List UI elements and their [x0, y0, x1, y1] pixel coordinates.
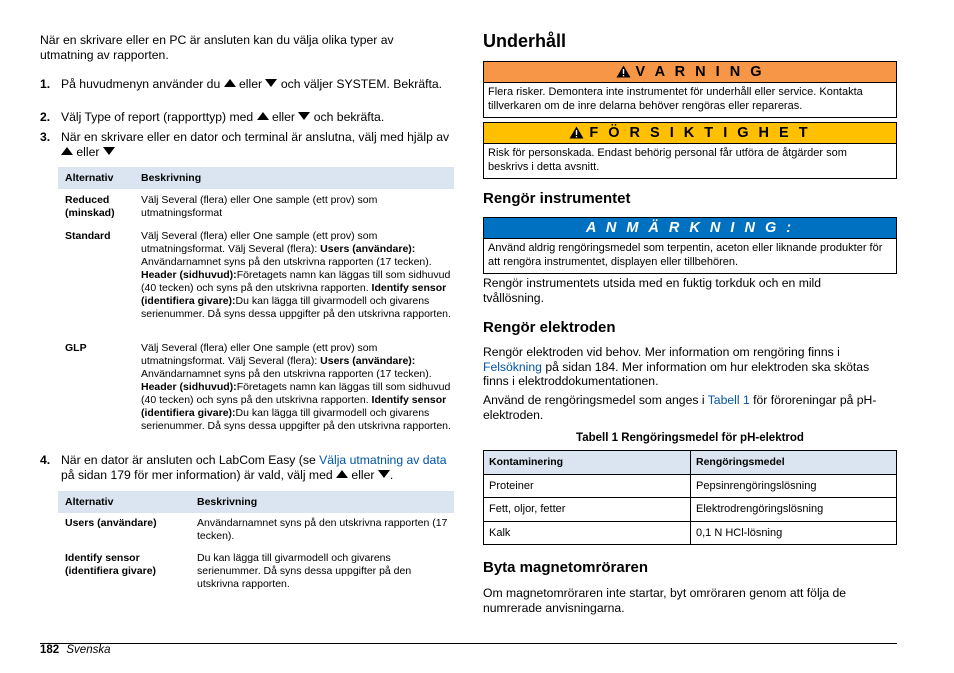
step-text: och väljer SYSTEM. Bekräfta. — [280, 77, 443, 91]
table-cell: Elektrodrengöringslösning — [691, 498, 897, 522]
down-arrow-icon — [103, 147, 115, 155]
page-number: 182 — [40, 644, 60, 656]
table-row — [484, 521, 897, 545]
troubleshooting-link[interactable]: Felsökning — [483, 359, 542, 374]
description-cell: Välj Several (flera) eller One sample (ett prov) som utmatningsformat — [141, 194, 378, 219]
step-number: 4. — [40, 453, 51, 467]
caution-box — [483, 122, 897, 179]
table-cell: Pepsinrengöringslösning — [691, 474, 897, 498]
table-cell: Proteiner — [484, 474, 691, 498]
section-title: Underhåll — [483, 31, 567, 51]
column-header: Rengöringsmedel — [691, 451, 897, 475]
column-header: Kontaminering — [484, 451, 691, 475]
paragraph: Rengör instrumentets utsida med en fuktig torkduk och en mild tvållösning. — [483, 276, 822, 305]
warning-triangle-icon — [616, 65, 631, 78]
output-selection-link[interactable]: Välja utmatning av data — [319, 453, 447, 467]
subsection-title: Rengör elektroden — [483, 319, 616, 336]
report-options-table — [58, 167, 454, 447]
table-header — [58, 167, 454, 189]
step-2 — [40, 110, 460, 125]
labcom-options-table — [58, 491, 454, 601]
warning-text: Flera risker. Demontera inte instrumentet för underhåll eller service. Kontakta tillverkaren om de inre delarna behöver rengöras eller repareras. — [488, 86, 863, 112]
table-cell: 0,1 N HCl-lösning — [691, 521, 897, 545]
up-arrow-icon — [257, 112, 269, 120]
step-number: 2. — [40, 110, 51, 124]
footer-language: Svenska — [66, 644, 111, 656]
description-cell: Användarnamnet syns på den utskrivna rapporten (17 tecken). — [197, 517, 448, 542]
paragraph: Använd de rengöringsmedel som anges i Tabell 1 för föroreningar på pH-elektroden. — [483, 393, 877, 422]
cleaning-agents-table — [483, 450, 897, 545]
subsection-title: Byta magnetomröraren — [483, 559, 649, 576]
footer-divider — [40, 643, 897, 644]
step-text: eller — [76, 144, 100, 159]
notice-header: A N M Ä R K N I N G : — [484, 218, 896, 239]
option-cell: GLP — [65, 342, 87, 354]
column-header: Alternativ — [65, 496, 114, 508]
step-number: 1. — [40, 77, 51, 91]
warning-box — [483, 61, 897, 118]
description-cell: Välj Several (flera) eller One sample (ett prov) som utmatningsformat. Välj Several (flera): Users (användare): Användarnamnet syns på den utskrivna rapporten (17 tecken). Header (sidhuvud):Företagets namn kan läggas till som sidhuvud (40 tecken) och syns på den utskrivna rapporten. Identify sensor (identifiera givare):Du kan lägga till givarmodell och givarens serienummer. Då syns dessa uppgifter på den utskrivna rapporten. — [141, 230, 451, 320]
up-arrow-icon — [336, 470, 348, 478]
step-text: eller — [271, 110, 295, 124]
up-arrow-icon — [61, 147, 73, 155]
step-1 — [40, 77, 460, 92]
footer — [40, 643, 111, 658]
table-header-row — [484, 451, 897, 475]
table-1-link[interactable]: Tabell 1 — [707, 393, 750, 407]
paragraph: Rengör elektroden vid behov. Mer information om rengöring finns i Felsökning på sidan 184. Mer information om hur elektroden ska skötas finns i elektroddokumentationen. — [483, 345, 870, 388]
option-cell: Identify sensor (identifiera givare) — [65, 552, 157, 577]
warning-triangle-icon — [569, 126, 584, 139]
column-header: Alternativ — [65, 172, 114, 184]
notice-box — [483, 217, 897, 274]
option-cell: Standard — [65, 230, 111, 242]
caution-header — [484, 123, 896, 144]
down-arrow-icon — [378, 470, 390, 478]
step-text: När en skrivare eller en dator och terminal är anslutna, välj med hjälp av — [61, 130, 450, 144]
down-arrow-icon — [265, 79, 277, 87]
paragraph: Om magnetomröraren inte startar, byt omröraren genom att följa de numrerade anvisningarna. — [483, 586, 847, 615]
step-4 — [40, 453, 460, 482]
step-text: på sidan 179 för mer information) är vald, välj med — [61, 467, 333, 482]
description-cell: Välj Several (flera) eller One sample (ett prov) som utmatningsformat. Välj Several (flera): Users (användare): Användarnamnet syns på den utskrivna rapporten (17 tecken). Header (sidhuvud):Företagets namn kan läggas till som sidhuvud (40 tecken) och syns på den utskrivna rapporten. Identify sensor (identifiera givare):Du kan lägga till givarmodell och givarens serienummer. Då syns dessa uppgifter på den utskrivna rapporten. — [141, 342, 451, 432]
option-cell: Reduced (minskad) — [65, 194, 115, 219]
step-text: och bekräfta. — [313, 110, 385, 124]
step-text: . — [389, 467, 394, 482]
table-cell: Kalk — [484, 521, 691, 545]
up-arrow-icon — [224, 79, 236, 87]
step-text: På huvudmenyn använder du — [61, 77, 221, 91]
option-cell: Users (användare) — [65, 517, 157, 529]
intro-paragraph: När en skrivare eller en PC är ansluten kan du välja olika typer av utmatning av rapporten. — [40, 33, 394, 62]
step-text: eller — [351, 467, 375, 482]
warning-label: V A R N I N G — [635, 64, 765, 80]
column-header: Beskrivning — [141, 172, 202, 184]
column-header: Beskrivning — [197, 496, 258, 508]
caution-text: Risk för personskada. Endast behörig personal får utföra de åtgärder som beskrivs i detta avsnitt. — [488, 147, 847, 173]
table-header — [58, 491, 454, 513]
step-text: När en dator är ansluten och LabCom Easy (se — [61, 453, 316, 467]
warning-header — [484, 62, 896, 83]
step-text: eller — [239, 77, 263, 91]
step-number: 3. — [40, 130, 51, 144]
caution-label: F Ö R S I K T I G H E T — [589, 125, 811, 141]
step-3 — [40, 130, 460, 159]
notice-text: Använd aldrig rengöringsmedel som terpentin, aceton eller liknande produkter för att rengöra instrumentet, displayen eller tillbehören. — [488, 242, 883, 268]
subsection-title: Rengör instrumentet — [483, 190, 631, 207]
down-arrow-icon — [298, 112, 310, 120]
table-row — [484, 474, 897, 498]
description-cell: Du kan lägga till givarmodell och givarens serienummer. Då syns dessa uppgifter på den utskrivna rapporten. — [197, 552, 412, 590]
table-row — [484, 498, 897, 522]
table-cell: Fett, oljor, fetter — [484, 498, 691, 522]
step-text: Välj Type of report (rapporttyp) med — [61, 110, 254, 124]
table-caption: Tabell 1 Rengöringsmedel för pH-elektrod — [576, 432, 804, 444]
